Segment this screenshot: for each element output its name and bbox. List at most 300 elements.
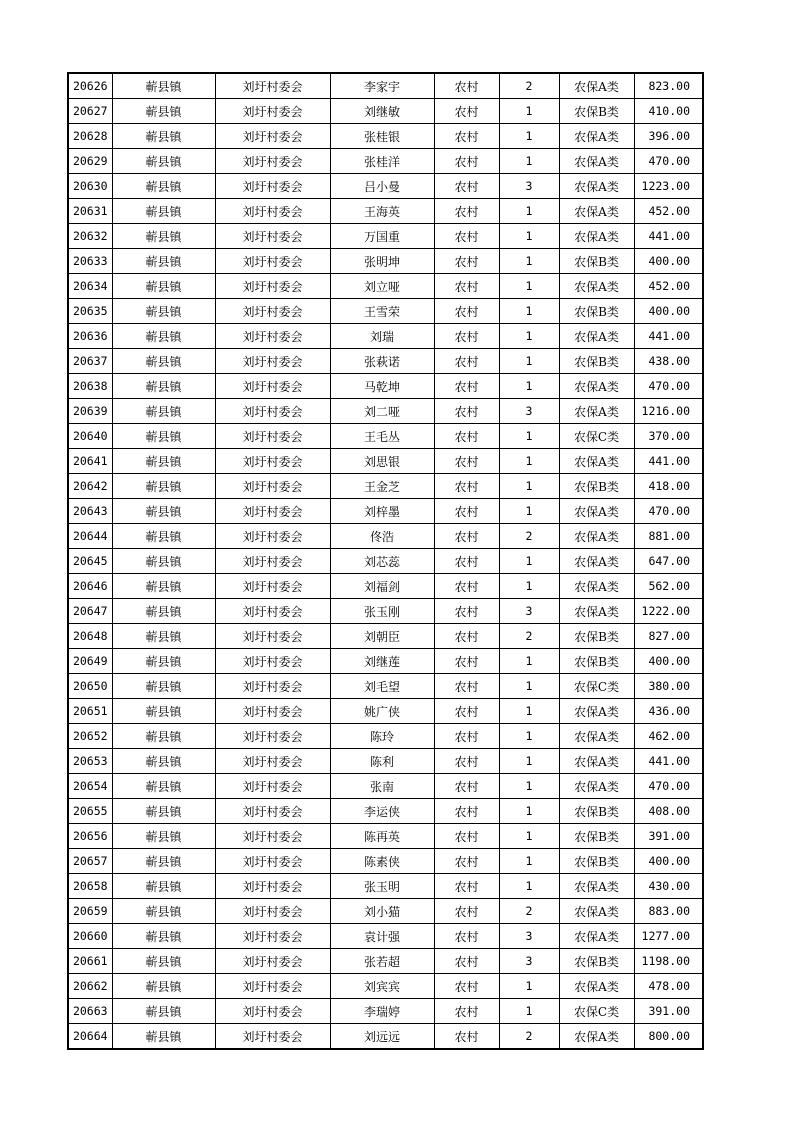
household-type-cell: 农村 xyxy=(434,624,499,649)
name-cell: 刘福剑 xyxy=(330,574,434,599)
name-cell: 刘小猫 xyxy=(330,899,434,924)
name-cell: 刘立哑 xyxy=(330,274,434,299)
name-cell: 陈再英 xyxy=(330,824,434,849)
village-committee-cell: 刘圩村委会 xyxy=(215,449,330,474)
name-cell: 张玉刚 xyxy=(330,599,434,624)
member-count-cell: 2 xyxy=(499,1024,559,1050)
member-count-cell: 1 xyxy=(499,99,559,124)
household-type-cell: 农村 xyxy=(434,999,499,1024)
table-row xyxy=(68,624,703,649)
village-committee-cell: 刘圩村委会 xyxy=(215,599,330,624)
insurance-category-cell: 农保A类 xyxy=(559,549,634,574)
village-committee-cell: 刘圩村委会 xyxy=(215,799,330,824)
household-type-cell: 农村 xyxy=(434,174,499,199)
record-number: 20662 xyxy=(68,974,112,999)
record-number: 20635 xyxy=(68,299,112,324)
insurance-category-cell: 农保A类 xyxy=(559,724,634,749)
record-number: 20651 xyxy=(68,699,112,724)
name-cell: 李瑞婷 xyxy=(330,999,434,1024)
household-type-cell: 农村 xyxy=(434,724,499,749)
table-row xyxy=(68,699,703,724)
amount-cell: 441.00 xyxy=(634,324,703,349)
household-type-cell: 农村 xyxy=(434,699,499,724)
record-number: 20653 xyxy=(68,749,112,774)
amount-cell: 470.00 xyxy=(634,499,703,524)
member-count-cell: 3 xyxy=(499,924,559,949)
household-type-cell: 农村 xyxy=(434,73,499,99)
household-type-cell: 农村 xyxy=(434,449,499,474)
record-number: 20663 xyxy=(68,999,112,1024)
town-cell: 蕲县镇 xyxy=(112,899,215,924)
table-row xyxy=(68,249,703,274)
member-count-cell: 3 xyxy=(499,174,559,199)
town-cell: 蕲县镇 xyxy=(112,124,215,149)
member-count-cell: 1 xyxy=(499,824,559,849)
village-committee-cell: 刘圩村委会 xyxy=(215,549,330,574)
table-row xyxy=(68,324,703,349)
member-count-cell: 1 xyxy=(499,474,559,499)
name-cell: 张南 xyxy=(330,774,434,799)
amount-cell: 883.00 xyxy=(634,899,703,924)
roster-table xyxy=(67,72,704,1050)
town-cell: 蕲县镇 xyxy=(112,499,215,524)
record-number: 20639 xyxy=(68,399,112,424)
member-count-cell: 1 xyxy=(499,574,559,599)
household-type-cell: 农村 xyxy=(434,799,499,824)
member-count-cell: 1 xyxy=(499,499,559,524)
member-count-cell: 3 xyxy=(499,949,559,974)
amount-cell: 380.00 xyxy=(634,674,703,699)
town-cell: 蕲县镇 xyxy=(112,574,215,599)
amount-cell: 430.00 xyxy=(634,874,703,899)
table-row xyxy=(68,899,703,924)
record-number: 20629 xyxy=(68,149,112,174)
name-cell: 张萩诺 xyxy=(330,349,434,374)
table-row xyxy=(68,449,703,474)
town-cell: 蕲县镇 xyxy=(112,224,215,249)
member-count-cell: 2 xyxy=(499,524,559,549)
name-cell: 张玉明 xyxy=(330,874,434,899)
household-type-cell: 农村 xyxy=(434,674,499,699)
town-cell: 蕲县镇 xyxy=(112,424,215,449)
household-type-cell: 农村 xyxy=(434,474,499,499)
name-cell: 王金芝 xyxy=(330,474,434,499)
member-count-cell: 1 xyxy=(499,224,559,249)
amount-cell: 452.00 xyxy=(634,274,703,299)
insurance-category-cell: 农保A类 xyxy=(559,199,634,224)
member-count-cell: 2 xyxy=(499,899,559,924)
name-cell: 刘芯蕊 xyxy=(330,549,434,574)
village-committee-cell: 刘圩村委会 xyxy=(215,874,330,899)
name-cell: 王毛丛 xyxy=(330,424,434,449)
record-number: 20643 xyxy=(68,499,112,524)
insurance-category-cell: 农保A类 xyxy=(559,124,634,149)
insurance-category-cell: 农保A类 xyxy=(559,1024,634,1050)
town-cell: 蕲县镇 xyxy=(112,799,215,824)
name-cell: 王雪荣 xyxy=(330,299,434,324)
name-cell: 张桂银 xyxy=(330,124,434,149)
amount-cell: 441.00 xyxy=(634,749,703,774)
amount-cell: 1277.00 xyxy=(634,924,703,949)
member-count-cell: 1 xyxy=(499,849,559,874)
member-count-cell: 1 xyxy=(499,124,559,149)
village-committee-cell: 刘圩村委会 xyxy=(215,424,330,449)
record-number: 20628 xyxy=(68,124,112,149)
insurance-category-cell: 农保A类 xyxy=(559,974,634,999)
record-number: 20655 xyxy=(68,799,112,824)
village-committee-cell: 刘圩村委会 xyxy=(215,949,330,974)
table-row xyxy=(68,274,703,299)
village-committee-cell: 刘圩村委会 xyxy=(215,299,330,324)
amount-cell: 396.00 xyxy=(634,124,703,149)
member-count-cell: 1 xyxy=(499,774,559,799)
town-cell: 蕲县镇 xyxy=(112,1024,215,1050)
record-number: 20660 xyxy=(68,924,112,949)
name-cell: 万国重 xyxy=(330,224,434,249)
name-cell: 袁计强 xyxy=(330,924,434,949)
insurance-category-cell: 农保A类 xyxy=(559,449,634,474)
amount-cell: 1223.00 xyxy=(634,174,703,199)
town-cell: 蕲县镇 xyxy=(112,399,215,424)
town-cell: 蕲县镇 xyxy=(112,749,215,774)
amount-cell: 408.00 xyxy=(634,799,703,824)
insurance-category-cell: 农保A类 xyxy=(559,499,634,524)
household-type-cell: 农村 xyxy=(434,824,499,849)
record-number: 20637 xyxy=(68,349,112,374)
village-committee-cell: 刘圩村委会 xyxy=(215,574,330,599)
name-cell: 李家宇 xyxy=(330,73,434,99)
record-number: 20644 xyxy=(68,524,112,549)
amount-cell: 478.00 xyxy=(634,974,703,999)
village-committee-cell: 刘圩村委会 xyxy=(215,474,330,499)
member-count-cell: 1 xyxy=(499,799,559,824)
member-count-cell: 1 xyxy=(499,449,559,474)
insurance-category-cell: 农保A类 xyxy=(559,274,634,299)
town-cell: 蕲县镇 xyxy=(112,249,215,274)
name-cell: 刘梓墨 xyxy=(330,499,434,524)
household-type-cell: 农村 xyxy=(434,349,499,374)
village-committee-cell: 刘圩村委会 xyxy=(215,73,330,99)
member-count-cell: 3 xyxy=(499,399,559,424)
record-number: 20659 xyxy=(68,899,112,924)
village-committee-cell: 刘圩村委会 xyxy=(215,124,330,149)
town-cell: 蕲县镇 xyxy=(112,824,215,849)
name-cell: 刘继敏 xyxy=(330,99,434,124)
member-count-cell: 1 xyxy=(499,149,559,174)
member-count-cell: 1 xyxy=(499,649,559,674)
insurance-category-cell: 农保B类 xyxy=(559,624,634,649)
town-cell: 蕲县镇 xyxy=(112,649,215,674)
amount-cell: 400.00 xyxy=(634,299,703,324)
insurance-category-cell: 农保C类 xyxy=(559,674,634,699)
village-committee-cell: 刘圩村委会 xyxy=(215,674,330,699)
village-committee-cell: 刘圩村委会 xyxy=(215,899,330,924)
record-number: 20633 xyxy=(68,249,112,274)
household-type-cell: 农村 xyxy=(434,399,499,424)
table-row xyxy=(68,549,703,574)
amount-cell: 438.00 xyxy=(634,349,703,374)
record-number: 20658 xyxy=(68,874,112,899)
record-number: 20645 xyxy=(68,549,112,574)
record-number: 20642 xyxy=(68,474,112,499)
household-type-cell: 农村 xyxy=(434,974,499,999)
table-row xyxy=(68,1024,703,1050)
member-count-cell: 1 xyxy=(499,349,559,374)
town-cell: 蕲县镇 xyxy=(112,699,215,724)
village-committee-cell: 刘圩村委会 xyxy=(215,749,330,774)
village-committee-cell: 刘圩村委会 xyxy=(215,924,330,949)
insurance-category-cell: 农保A类 xyxy=(559,524,634,549)
village-committee-cell: 刘圩村委会 xyxy=(215,349,330,374)
town-cell: 蕲县镇 xyxy=(112,174,215,199)
table-row xyxy=(68,174,703,199)
village-committee-cell: 刘圩村委会 xyxy=(215,699,330,724)
member-count-cell: 1 xyxy=(499,674,559,699)
insurance-category-cell: 农保A类 xyxy=(559,149,634,174)
amount-cell: 647.00 xyxy=(634,549,703,574)
insurance-category-cell: 农保B类 xyxy=(559,649,634,674)
table-row xyxy=(68,724,703,749)
table-row xyxy=(68,524,703,549)
insurance-category-cell: 农保A类 xyxy=(559,749,634,774)
record-number: 20641 xyxy=(68,449,112,474)
household-type-cell: 农村 xyxy=(434,874,499,899)
insurance-category-cell: 农保A类 xyxy=(559,224,634,249)
town-cell: 蕲县镇 xyxy=(112,549,215,574)
table-row xyxy=(68,824,703,849)
town-cell: 蕲县镇 xyxy=(112,449,215,474)
record-number: 20652 xyxy=(68,724,112,749)
member-count-cell: 1 xyxy=(499,699,559,724)
insurance-category-cell: 农保A类 xyxy=(559,774,634,799)
insurance-category-cell: 农保A类 xyxy=(559,699,634,724)
name-cell: 刘宾宾 xyxy=(330,974,434,999)
name-cell: 刘继莲 xyxy=(330,649,434,674)
insurance-category-cell: 农保B类 xyxy=(559,299,634,324)
member-count-cell: 1 xyxy=(499,249,559,274)
table-row xyxy=(68,499,703,524)
household-type-cell: 农村 xyxy=(434,949,499,974)
name-cell: 张桂洋 xyxy=(330,149,434,174)
table-row xyxy=(68,849,703,874)
household-type-cell: 农村 xyxy=(434,274,499,299)
member-count-cell: 1 xyxy=(499,424,559,449)
village-committee-cell: 刘圩村委会 xyxy=(215,499,330,524)
village-committee-cell: 刘圩村委会 xyxy=(215,849,330,874)
insurance-category-cell: 农保B类 xyxy=(559,824,634,849)
town-cell: 蕲县镇 xyxy=(112,874,215,899)
household-type-cell: 农村 xyxy=(434,424,499,449)
village-committee-cell: 刘圩村委会 xyxy=(215,724,330,749)
amount-cell: 470.00 xyxy=(634,774,703,799)
record-number: 20646 xyxy=(68,574,112,599)
table-row xyxy=(68,149,703,174)
table-row xyxy=(68,349,703,374)
village-committee-cell: 刘圩村委会 xyxy=(215,174,330,199)
name-cell: 张若超 xyxy=(330,949,434,974)
household-type-cell: 农村 xyxy=(434,524,499,549)
table-row xyxy=(68,799,703,824)
table-row xyxy=(68,999,703,1024)
amount-cell: 441.00 xyxy=(634,449,703,474)
member-count-cell: 1 xyxy=(499,724,559,749)
insurance-category-cell: 农保B类 xyxy=(559,849,634,874)
table-row xyxy=(68,649,703,674)
insurance-category-cell: 农保C类 xyxy=(559,999,634,1024)
town-cell: 蕲县镇 xyxy=(112,999,215,1024)
member-count-cell: 2 xyxy=(499,624,559,649)
member-count-cell: 1 xyxy=(499,274,559,299)
household-type-cell: 农村 xyxy=(434,374,499,399)
village-committee-cell: 刘圩村委会 xyxy=(215,149,330,174)
household-type-cell: 农村 xyxy=(434,99,499,124)
amount-cell: 470.00 xyxy=(634,374,703,399)
household-type-cell: 农村 xyxy=(434,199,499,224)
town-cell: 蕲县镇 xyxy=(112,199,215,224)
record-number: 20654 xyxy=(68,774,112,799)
record-number: 20630 xyxy=(68,174,112,199)
record-number: 20631 xyxy=(68,199,112,224)
town-cell: 蕲县镇 xyxy=(112,299,215,324)
amount-cell: 418.00 xyxy=(634,474,703,499)
amount-cell: 562.00 xyxy=(634,574,703,599)
amount-cell: 391.00 xyxy=(634,999,703,1024)
amount-cell: 400.00 xyxy=(634,249,703,274)
town-cell: 蕲县镇 xyxy=(112,949,215,974)
amount-cell: 470.00 xyxy=(634,149,703,174)
table-row xyxy=(68,374,703,399)
village-committee-cell: 刘圩村委会 xyxy=(215,374,330,399)
record-number: 20632 xyxy=(68,224,112,249)
name-cell: 刘思银 xyxy=(330,449,434,474)
name-cell: 刘二哑 xyxy=(330,399,434,424)
household-type-cell: 农村 xyxy=(434,749,499,774)
record-number: 20627 xyxy=(68,99,112,124)
town-cell: 蕲县镇 xyxy=(112,774,215,799)
record-number: 20634 xyxy=(68,274,112,299)
table-row xyxy=(68,874,703,899)
village-committee-cell: 刘圩村委会 xyxy=(215,624,330,649)
member-count-cell: 1 xyxy=(499,374,559,399)
amount-cell: 441.00 xyxy=(634,224,703,249)
town-cell: 蕲县镇 xyxy=(112,599,215,624)
village-committee-cell: 刘圩村委会 xyxy=(215,974,330,999)
town-cell: 蕲县镇 xyxy=(112,924,215,949)
table-row xyxy=(68,749,703,774)
town-cell: 蕲县镇 xyxy=(112,524,215,549)
village-committee-cell: 刘圩村委会 xyxy=(215,249,330,274)
village-committee-cell: 刘圩村委会 xyxy=(215,774,330,799)
household-type-cell: 农村 xyxy=(434,124,499,149)
name-cell: 王海英 xyxy=(330,199,434,224)
table-row xyxy=(68,774,703,799)
record-number: 20640 xyxy=(68,424,112,449)
insurance-category-cell: 农保B类 xyxy=(559,949,634,974)
household-type-cell: 农村 xyxy=(434,249,499,274)
table-row xyxy=(68,924,703,949)
village-committee-cell: 刘圩村委会 xyxy=(215,649,330,674)
member-count-cell: 3 xyxy=(499,599,559,624)
insurance-category-cell: 农保A类 xyxy=(559,399,634,424)
town-cell: 蕲县镇 xyxy=(112,374,215,399)
table-row xyxy=(68,599,703,624)
town-cell: 蕲县镇 xyxy=(112,724,215,749)
name-cell: 张明坤 xyxy=(330,249,434,274)
town-cell: 蕲县镇 xyxy=(112,73,215,99)
record-number: 20657 xyxy=(68,849,112,874)
insurance-category-cell: 农保A类 xyxy=(559,574,634,599)
member-count-cell: 2 xyxy=(499,73,559,99)
table-row xyxy=(68,949,703,974)
amount-cell: 1198.00 xyxy=(634,949,703,974)
member-count-cell: 1 xyxy=(499,999,559,1024)
amount-cell: 391.00 xyxy=(634,824,703,849)
insurance-category-cell: 农保B类 xyxy=(559,474,634,499)
insurance-category-cell: 农保A类 xyxy=(559,324,634,349)
town-cell: 蕲县镇 xyxy=(112,624,215,649)
village-committee-cell: 刘圩村委会 xyxy=(215,224,330,249)
name-cell: 姚广侠 xyxy=(330,699,434,724)
insurance-category-cell: 农保A类 xyxy=(559,899,634,924)
household-type-cell: 农村 xyxy=(434,774,499,799)
household-type-cell: 农村 xyxy=(434,574,499,599)
amount-cell: 410.00 xyxy=(634,99,703,124)
household-type-cell: 农村 xyxy=(434,849,499,874)
village-committee-cell: 刘圩村委会 xyxy=(215,999,330,1024)
name-cell: 李运侠 xyxy=(330,799,434,824)
household-type-cell: 农村 xyxy=(434,1024,499,1050)
insurance-category-cell: 农保A类 xyxy=(559,374,634,399)
insurance-category-cell: 农保B类 xyxy=(559,799,634,824)
household-type-cell: 农村 xyxy=(434,924,499,949)
town-cell: 蕲县镇 xyxy=(112,974,215,999)
amount-cell: 400.00 xyxy=(634,849,703,874)
household-type-cell: 农村 xyxy=(434,599,499,624)
amount-cell: 436.00 xyxy=(634,699,703,724)
table-row xyxy=(68,99,703,124)
town-cell: 蕲县镇 xyxy=(112,324,215,349)
record-number: 20664 xyxy=(68,1024,112,1050)
village-committee-cell: 刘圩村委会 xyxy=(215,399,330,424)
table-row xyxy=(68,399,703,424)
amount-cell: 400.00 xyxy=(634,649,703,674)
table-row xyxy=(68,299,703,324)
name-cell: 马乾坤 xyxy=(330,374,434,399)
name-cell: 刘毛望 xyxy=(330,674,434,699)
table-row xyxy=(68,73,703,99)
table-row xyxy=(68,974,703,999)
member-count-cell: 1 xyxy=(499,199,559,224)
town-cell: 蕲县镇 xyxy=(112,674,215,699)
household-type-cell: 农村 xyxy=(434,224,499,249)
record-number: 20656 xyxy=(68,824,112,849)
town-cell: 蕲县镇 xyxy=(112,849,215,874)
insurance-category-cell: 农保C类 xyxy=(559,424,634,449)
town-cell: 蕲县镇 xyxy=(112,149,215,174)
insurance-category-cell: 农保A类 xyxy=(559,599,634,624)
household-type-cell: 农村 xyxy=(434,324,499,349)
town-cell: 蕲县镇 xyxy=(112,474,215,499)
member-count-cell: 1 xyxy=(499,324,559,349)
town-cell: 蕲县镇 xyxy=(112,99,215,124)
table-row xyxy=(68,124,703,149)
amount-cell: 462.00 xyxy=(634,724,703,749)
record-number: 20647 xyxy=(68,599,112,624)
insurance-category-cell: 农保A类 xyxy=(559,874,634,899)
record-number: 20638 xyxy=(68,374,112,399)
insurance-category-cell: 农保A类 xyxy=(559,924,634,949)
amount-cell: 370.00 xyxy=(634,424,703,449)
